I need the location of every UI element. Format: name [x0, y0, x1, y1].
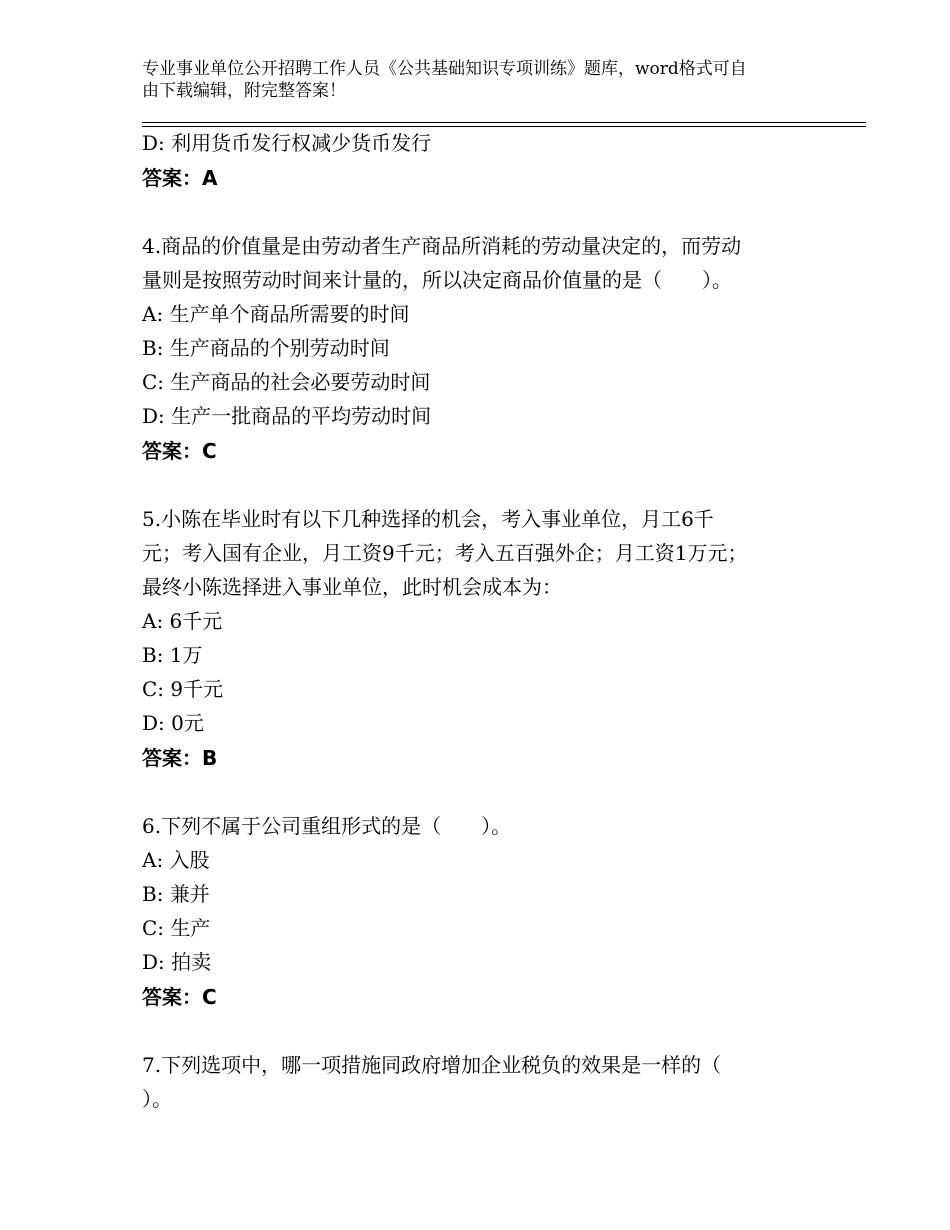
question-4-stem-line-2: 量则是按照劳动时间来计量的，所以决定商品价值量的是（ ）。: [142, 268, 732, 292]
question-5-option-c: C: 9千元: [142, 677, 224, 701]
option-d: D: 利用货币发行权减少货币发行: [142, 131, 432, 155]
question-4-option-c: C: 生产商品的社会必要劳动时间: [142, 370, 431, 394]
question-6-option-d: D: 拍卖: [142, 950, 212, 974]
question-4-option-b: B: 生产商品的个别劳动时间: [142, 336, 390, 360]
question-6-answer: 答案：C: [142, 985, 217, 1009]
question-4-answer: 答案：C: [142, 439, 217, 463]
header-divider-top: [142, 122, 866, 123]
question-4-stem-line-1: 4.商品的价值量是由劳动者生产商品所消耗的劳动量决定的，而劳动: [142, 234, 742, 258]
question-5-answer: 答案：B: [142, 746, 218, 770]
question-7-stem-line-2: ）。: [142, 1087, 172, 1111]
answer-line: 答案：A: [142, 166, 218, 190]
question-5-stem-line-2: 元；考入国有企业，月工资9千元；考入五百强外企；月工资1万元；: [142, 541, 748, 565]
question-5-stem-line-1: 5.小陈在毕业时有以下几种选择的机会，考入事业单位，月工6千: [142, 507, 714, 531]
question-6-stem-line-1: 6.下列不属于公司重组形式的是（ ）。: [142, 814, 512, 838]
page-header: [142, 58, 812, 102]
question-5-stem-line-3: 最终小陈选择进入事业单位，此时机会成本为：: [142, 575, 562, 599]
question-7-stem-line-1: 7.下列选项中，哪一项措施同政府增加企业税负的效果是一样的（: [142, 1053, 722, 1077]
question-4-option-d: D: 生产一批商品的平均劳动时间: [142, 404, 432, 428]
question-5-option-b: B: 1万: [142, 643, 203, 667]
question-5-option-d: D: 0元: [142, 711, 204, 735]
question-6-option-a: A: 入股: [142, 848, 210, 872]
header-line-1: 专业事业单位公开招聘工作人员《公共基础知识专项训练》题库，word格式可自: [142, 59, 747, 79]
question-6-option-c: C: 生产: [142, 916, 211, 940]
header-line-2: 由下载编辑，附完整答案！: [142, 81, 346, 101]
question-4-option-a: A: 生产单个商品所需要的时间: [142, 302, 410, 326]
header-divider-bottom: [142, 126, 866, 127]
question-6-option-b: B: 兼并: [142, 882, 210, 906]
question-5-option-a: A: 6千元: [142, 609, 223, 633]
